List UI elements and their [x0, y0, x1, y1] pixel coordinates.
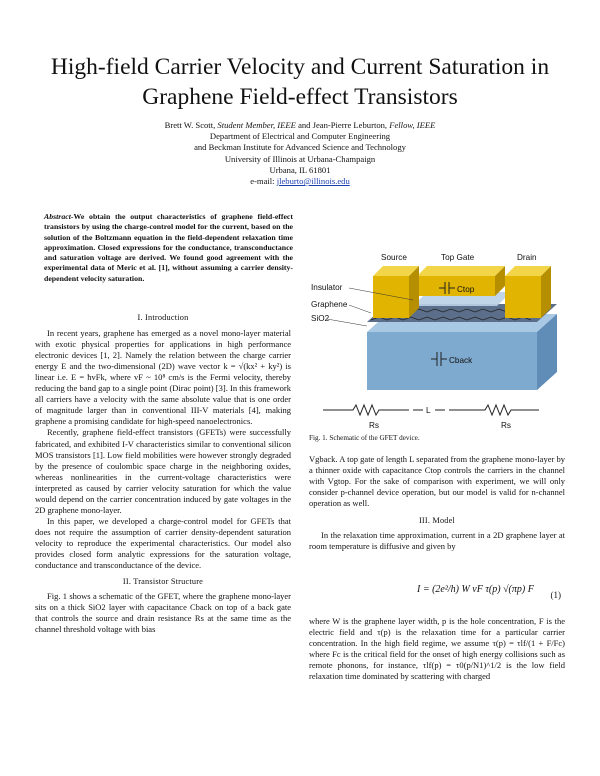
intro-paragraph-2: Recently, graphene field-effect transistors (GFETs) were successfully fabricated, and exhibited I-V characteristics similar to conventional silicon MOS transistors [1]. Low field mobilities were however strongly degraded by the presence of coulombic space charge in the neighboring oxides, whereas nonlinearities in the current-voltage characteristics were interpreted as caused by carrier velocity saturation for which the value would depend on the carrier concentration induced by gate voltages in the 2D graphene mono-layer.	[35, 427, 291, 515]
intro-paragraph-3: In this paper, we developed a charge-control model for GFETs that does not require the assumption of carrier density-dependent saturation velocity to reproduce the experimental characteristics. Our model also provides closed form analytic expressions for the saturation voltage, conductance and transconductance of the device.	[35, 515, 291, 571]
rs-left-resistor	[323, 405, 409, 415]
affiliation-city: Urbana, IL 61801	[269, 164, 331, 175]
label-ctop: Ctop	[457, 285, 475, 294]
top-gate-front	[417, 276, 495, 296]
label-cback: Cback	[449, 356, 473, 365]
drain-contact-front	[505, 276, 541, 318]
title-line-2: Graphene Field-effect Transistors	[142, 84, 458, 110]
affiliation-dept: Department of Electrical and Computer Engineering	[209, 131, 391, 142]
figure-caption: Fig. 1. Schematic of the GFET device.	[309, 434, 420, 442]
gfet-schematic-figure	[309, 214, 567, 432]
label-insulator: Insulator	[311, 283, 343, 292]
equation-1	[309, 578, 565, 614]
intro-paragraph-1: In recent years, graphene has emerged as a novel mono-layer material with exotic physical properties for applications in high performance electronic devices [1, 2]. Namely the relation between the charge carrier energy E and the two-dimensional (2D) wave vector k = √(kx² + ky²) is linear i.e. E = ħvFk, where vF ~ 10⁸ cm/s is the Fermi velocity, thereby reducing the band gap to a single point (Dirac point) [3]. In this framework all carriers have a velocity with the same absolute value that is one order of magnitude larger than in conventional III-V materials [4], making graphene a promising candidate for high-speed nanoelectronics.	[35, 328, 291, 427]
label-sio2: SiO2	[311, 314, 330, 323]
rs-right-resistor	[449, 405, 539, 415]
model-paragraph-2: where W is the graphene layer width, p is the hole concentration, F is the electric field and τ(p) is the relaxation time for a particular carrier concentration. In the high field regime, we assume τ(p) = τlf/(1 + F/Fc) where Fc is the critical field for the onset of high energy collisions such as remote phonons, for instance, τlf(p) = τ0(p/N1)^1/2 is the low field relaxation time dominated by scattering with charged	[309, 616, 565, 682]
section-heading-model: III. Model	[418, 516, 456, 526]
author-line: Brett W. Scott, Student Member, IEEE and Jean-Pierre Leburton, Fellow, IEEE	[164, 120, 436, 130]
label-top-gate: Top Gate	[441, 253, 475, 262]
top-gate-top	[417, 266, 505, 276]
section-heading-structure: II. Transistor Structure	[122, 577, 204, 587]
affiliation-university: University of Illinois at Urbana-Champaign	[224, 153, 376, 164]
abstract: Abstract-We obtain the output characteristics of graphene field-effect transistors by using the charge-control model for the current, based on the solution of the Boltzmann equation in the field-dependent relaxation time approximation. Closed expressions for the conductance, transconductance and saturation voltage are derived. We found good agreement with the experimental data of Meric et al. [1], without assuming a carrier density-dependent velocity saturation.	[44, 212, 293, 283]
label-drain: Drain	[517, 253, 537, 262]
right-column	[309, 454, 565, 552]
label-l: L	[426, 406, 431, 415]
equation-formula: I = (2e²/h) W vF τ(p) √(πp) F	[417, 584, 534, 595]
section-heading-introduction: I. Introduction	[137, 313, 189, 322]
paper-title	[30, 52, 570, 112]
author-block	[40, 120, 560, 187]
label-rs-right: Rs	[501, 421, 512, 430]
model-paragraph: In the relaxation time approximation, current in a 2D graphene layer at room temperature is diffusive and given by	[309, 530, 565, 552]
right-column-lower	[309, 616, 565, 682]
structure-paragraph-continued: Vgback. A top gate of length L separated from the graphene mono-layer by a thinner oxide with capacitance Ctop controls the carriers in the channel with Vgtop. For the sake of comparison with experiment, we will only consider p-channel device operation, but our model is valid for n-channel operation as well.	[309, 454, 565, 509]
affiliation-institute: and Beckman Institute for Advanced Science and Technology	[194, 142, 406, 153]
label-source: Source	[381, 253, 407, 262]
label-graphene: Graphene	[311, 300, 348, 309]
equation-number: (1)	[550, 590, 561, 600]
title-line-1: High-field Carrier Velocity and Current Saturation in	[50, 54, 550, 80]
structure-paragraph: Fig. 1 shows a schematic of the GFET, where the graphene mono-layer sits on a thick SiO2 layer with capacitance Cback on top of a back gate that controls the source and drain resistance Rs at the same time as the channel threshold voltage with bias	[35, 591, 291, 635]
left-column	[35, 312, 291, 635]
source-contact-front	[373, 276, 409, 318]
email-line: e-mail: jleburto@illinois.edu	[250, 176, 350, 187]
email-link[interactable]: jleburto@illinois.edu	[276, 176, 350, 187]
label-rs-left: Rs	[369, 421, 380, 430]
